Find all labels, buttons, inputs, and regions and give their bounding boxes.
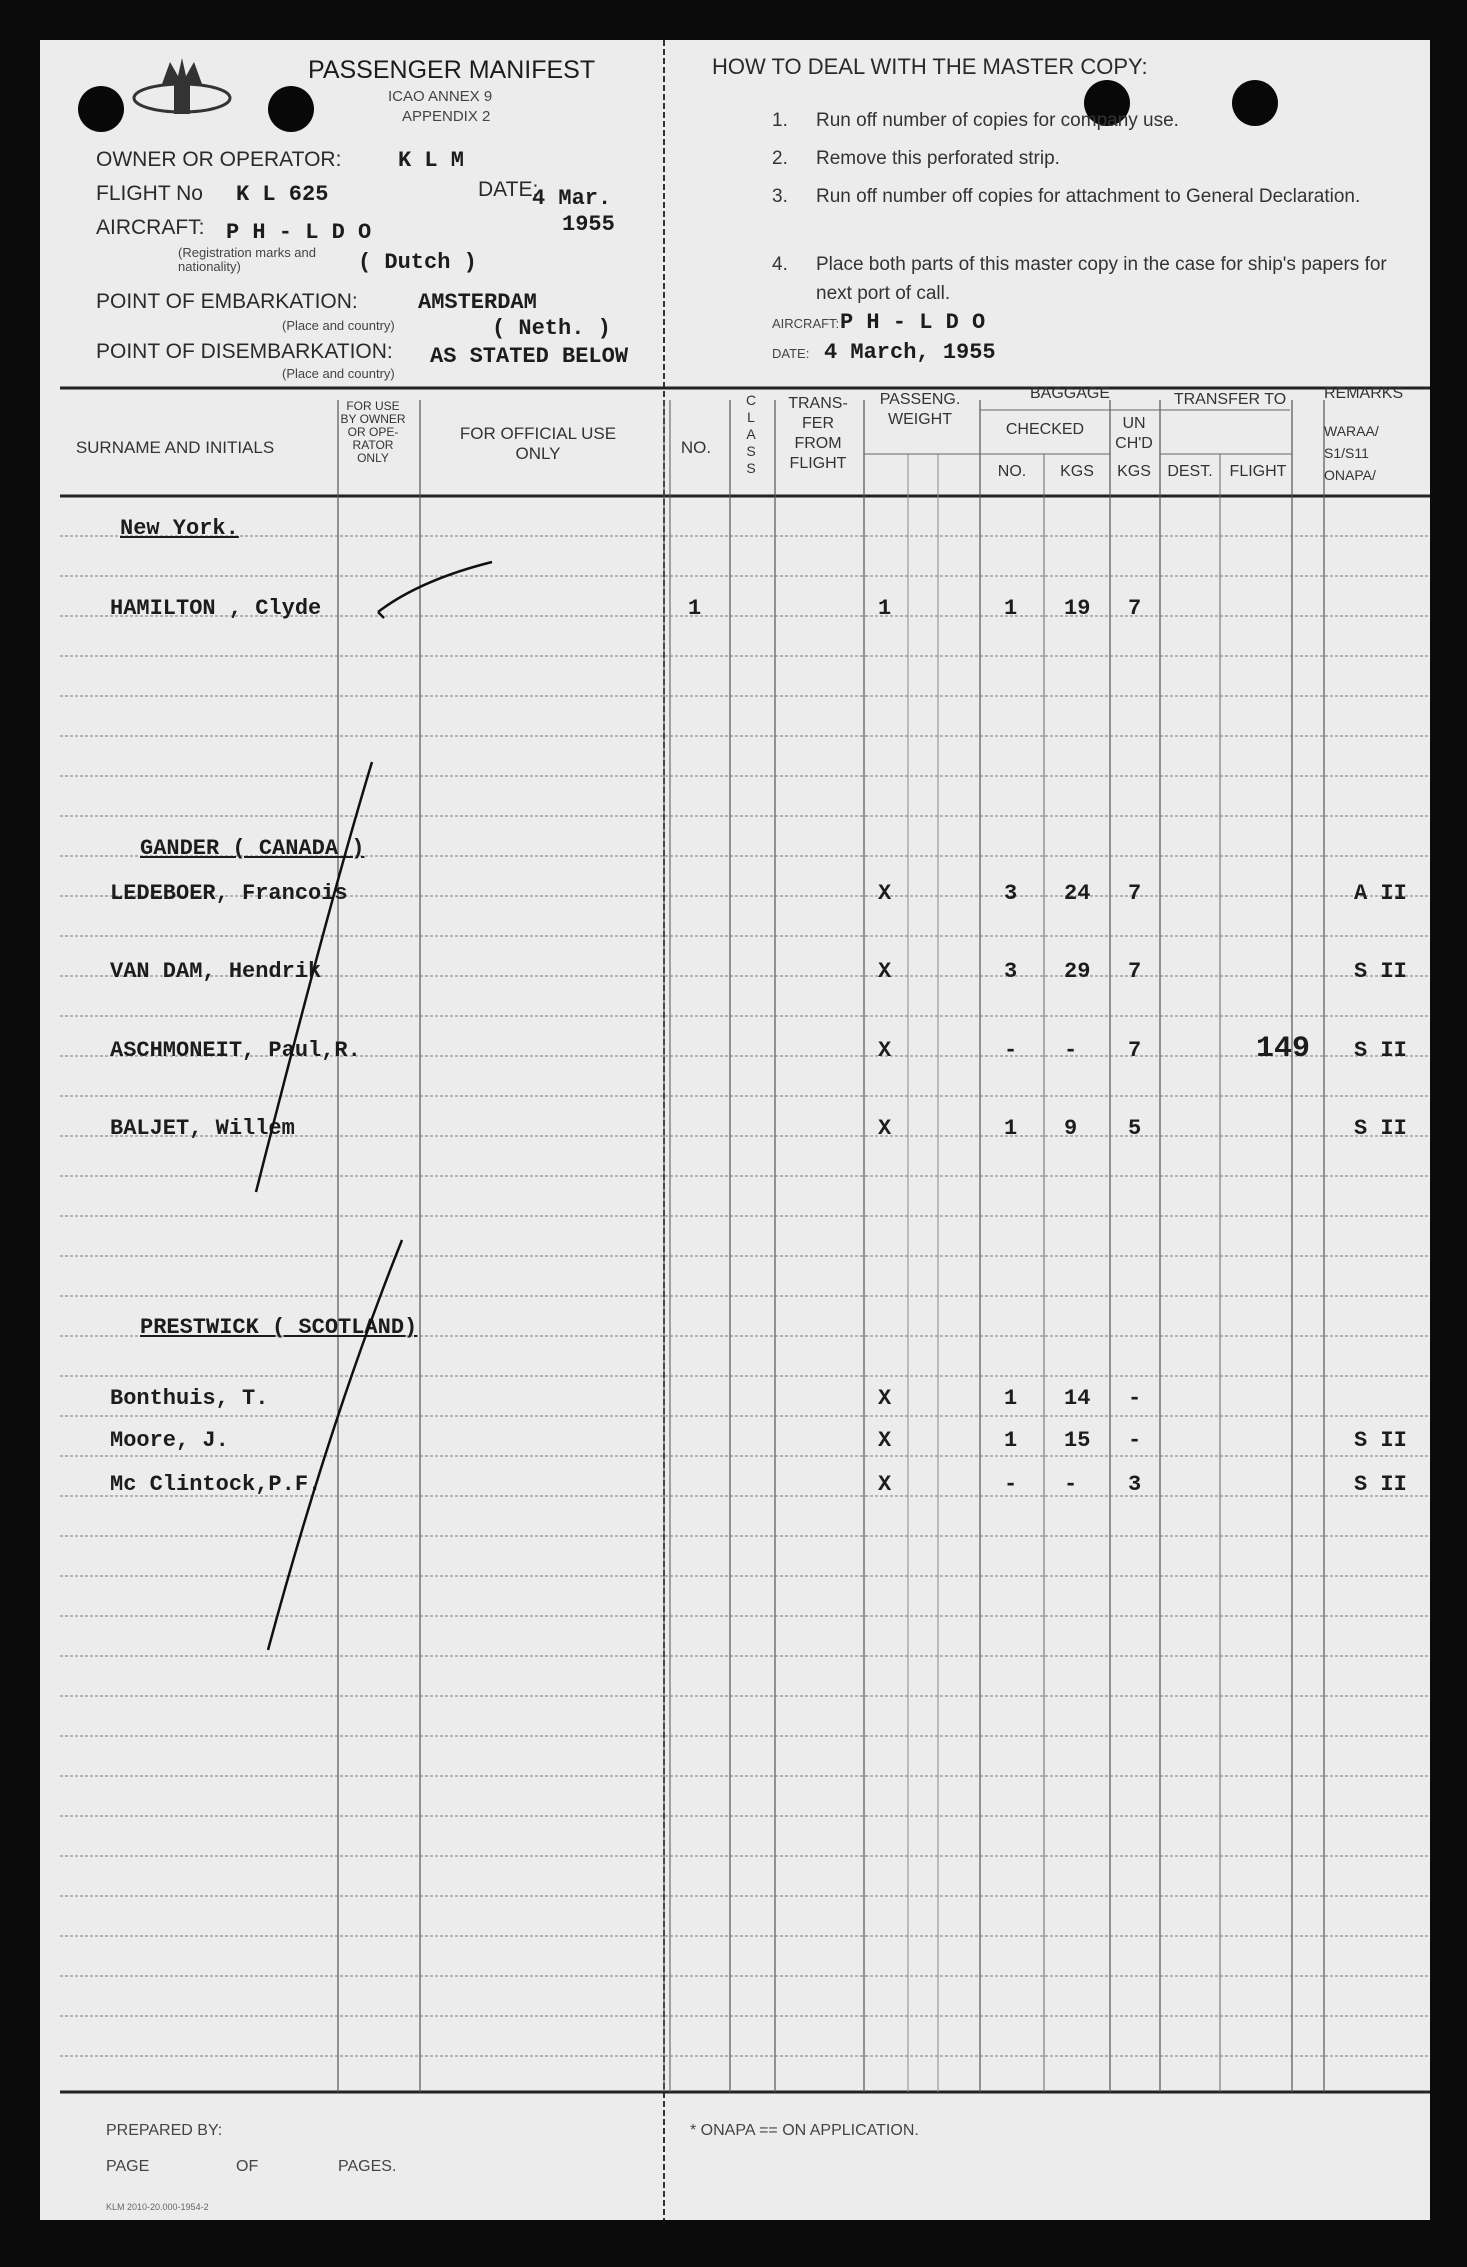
baggage-checked-kgs: -	[1064, 1472, 1078, 1497]
date-year: 1955	[562, 212, 615, 237]
baggage-checked-no: 1	[1004, 1386, 1018, 1411]
date-label: DATE:	[478, 178, 539, 201]
col-unchd-kgs: KGS	[1117, 463, 1151, 480]
remark: A II	[1354, 881, 1407, 906]
baggage-checked-no: -	[1004, 1038, 1018, 1063]
place-country-2: (Place and country)	[282, 366, 395, 381]
flight-label: FLIGHT No	[96, 182, 203, 205]
baggage-checked-no: 1	[1004, 1428, 1018, 1453]
passenger-weight: X	[878, 1428, 892, 1453]
instruction-number: 4.	[772, 254, 788, 275]
punch-hole-2	[268, 86, 314, 132]
col-checked-no: NO.	[997, 463, 1027, 480]
passenger-weight: X	[878, 881, 892, 906]
instructions-title: HOW TO DEAL WITH THE MASTER COPY:	[712, 54, 1148, 79]
col-remarks-sub: WARAA/ S1/S11 ONAPA/	[1324, 423, 1379, 483]
remark: S II	[1354, 1472, 1407, 1497]
baggage-checked-kgs: 9	[1064, 1116, 1078, 1141]
passenger-name: Bonthuis, T.	[110, 1386, 269, 1411]
col-official: FOR OFFICIAL USE ONLY	[459, 424, 617, 463]
aircraft-label: AIRCRAFT:	[96, 216, 205, 239]
manifest-sheet	[40, 40, 1430, 2220]
instr-aircraft-value: P H - L D O	[840, 310, 986, 335]
passenger-name: LEDEBOER, Francois	[110, 881, 348, 906]
passenger-name: HAMILTON , Clyde	[110, 596, 322, 621]
instruction-text: Place both parts of this master copy in the case for ship's papers for next port of call.	[816, 254, 1387, 304]
baggage-unchecked-kgs: 7	[1128, 596, 1142, 621]
col-baggage: BAGGAGE	[1029, 385, 1111, 402]
section-heading: New York.	[120, 516, 239, 541]
baggage-checked-no: 3	[1004, 959, 1018, 984]
baggage-checked-kgs: 19	[1064, 596, 1091, 621]
embark-country: ( Neth. )	[492, 316, 611, 341]
instruction-number: 3.	[772, 186, 788, 207]
section-heading: GANDER ( CANADA )	[140, 836, 365, 861]
passenger-weight: X	[878, 1038, 892, 1063]
instruction-text: Run off number off copies for attachment to General Declaration.	[816, 186, 1361, 207]
of-label: OF	[236, 2158, 259, 2175]
passenger-weight: X	[878, 1472, 892, 1497]
col-transfer-to: TRANSFER TO	[1173, 391, 1287, 408]
baggage-checked-kgs: 24	[1064, 881, 1091, 906]
baggage-checked-no: 1	[1004, 1116, 1018, 1141]
passenger-weight: X	[878, 959, 892, 984]
annex-label: ICAO ANNEX 9	[388, 88, 493, 105]
page-label: PAGE	[106, 2158, 150, 2175]
owner-label: OWNER OR OPERATOR:	[96, 148, 342, 171]
baggage-checked-kgs: 14	[1064, 1386, 1091, 1411]
aircraft-value: P H - L D O	[226, 220, 372, 245]
remark: S II	[1354, 1116, 1407, 1141]
baggage-unchecked-kgs: 7	[1128, 959, 1142, 984]
passenger-weight: X	[878, 1116, 892, 1141]
col-for-use: FOR USE BY OWNER OR OPE-RATOR ONLY	[340, 399, 406, 465]
owner-value: K L M	[398, 148, 465, 173]
baggage-checked-kgs: 29	[1064, 959, 1091, 984]
col-class: C L A S S	[745, 392, 757, 476]
baggage-checked-no: -	[1004, 1472, 1018, 1497]
col-transfer-from: TRANS-FER FROM FLIGHT	[788, 395, 848, 472]
instr-aircraft-label: AIRCRAFT:	[772, 316, 840, 331]
baggage-unchecked-kgs: 3	[1128, 1472, 1142, 1497]
remark: S II	[1354, 1428, 1407, 1453]
col-checked: CHECKED	[1005, 421, 1085, 438]
date-value: 4 Mar.	[532, 186, 612, 211]
place-country-1: (Place and country)	[282, 318, 395, 333]
disembark-value: AS STATED BELOW	[430, 344, 629, 369]
embark-label: POINT OF EMBARKATION:	[96, 290, 358, 313]
passenger-name: VAN DAM, Hendrik	[110, 959, 322, 984]
col-dest: DEST.	[1167, 463, 1213, 480]
col-checked-kgs: KGS	[1060, 463, 1094, 480]
instr-date-label: DATE:	[772, 346, 810, 361]
prepared-by-label: PREPARED BY:	[106, 2122, 223, 2139]
nationality-value: ( Dutch )	[358, 250, 477, 275]
col-surname: SURNAME AND INITIALS	[75, 438, 275, 457]
passenger-name: BALJET, Willem	[110, 1116, 295, 1141]
klm-crown-logo	[122, 54, 242, 126]
col-passeng-weight: PASSENG. WEIGHT	[879, 391, 961, 428]
passenger-weight: 1	[878, 596, 892, 621]
instruction-number: 1.	[772, 110, 788, 131]
section-heading: PRESTWICK ( SCOTLAND)	[140, 1315, 418, 1340]
passenger-no: 1	[688, 596, 702, 621]
punch-hole-1	[78, 86, 124, 132]
appendix-label: APPENDIX 2	[402, 108, 491, 125]
onapa-note: * ONAPA == ON APPLICATION.	[690, 2122, 919, 2139]
embark-value: AMSTERDAM	[418, 290, 537, 315]
manifest-title: PASSENGER MANIFEST	[308, 56, 596, 84]
instruction-text: Run off number of copies for company use.	[816, 110, 1179, 131]
col-flight: FLIGHT	[1229, 463, 1287, 480]
baggage-checked-kgs: -	[1064, 1038, 1078, 1063]
instruction-number: 2.	[772, 148, 788, 169]
disembark-label: POINT OF DISEMBARKATION:	[96, 340, 393, 363]
passenger-name: Moore, J.	[110, 1428, 229, 1453]
baggage-unchecked-kgs: -	[1128, 1428, 1142, 1453]
col-remarks: REMARKS	[1324, 385, 1404, 402]
passenger-name: ASCHMONEIT, Paul,R.	[110, 1038, 361, 1063]
aircraft-sub: (Registration marks and nationality)	[178, 245, 316, 274]
baggage-unchecked-kgs: 7	[1128, 1038, 1142, 1063]
baggage-unchecked-kgs: -	[1128, 1386, 1142, 1411]
flight-value: K L 625	[236, 182, 329, 207]
baggage-checked-kgs: 15	[1064, 1428, 1091, 1453]
col-no: NO.	[680, 438, 712, 457]
pages-label: PAGES.	[338, 2158, 397, 2175]
transfer-flight: 149	[1256, 1032, 1311, 1066]
passenger-weight: X	[878, 1386, 892, 1411]
baggage-unchecked-kgs: 7	[1128, 881, 1142, 906]
remark: S II	[1354, 1038, 1407, 1063]
baggage-checked-no: 1	[1004, 596, 1018, 621]
baggage-checked-no: 3	[1004, 881, 1018, 906]
remark: S II	[1354, 959, 1407, 984]
instr-date-value: 4 March, 1955	[824, 340, 996, 365]
col-unchd: UN CH'D	[1115, 415, 1153, 452]
baggage-unchecked-kgs: 5	[1128, 1116, 1142, 1141]
print-code: KLM 2010-20.000-1954-2	[106, 2202, 209, 2212]
instruction-text: Remove this perforated strip.	[816, 148, 1060, 169]
passenger-name: Mc Clintock,P.F.	[110, 1472, 322, 1497]
